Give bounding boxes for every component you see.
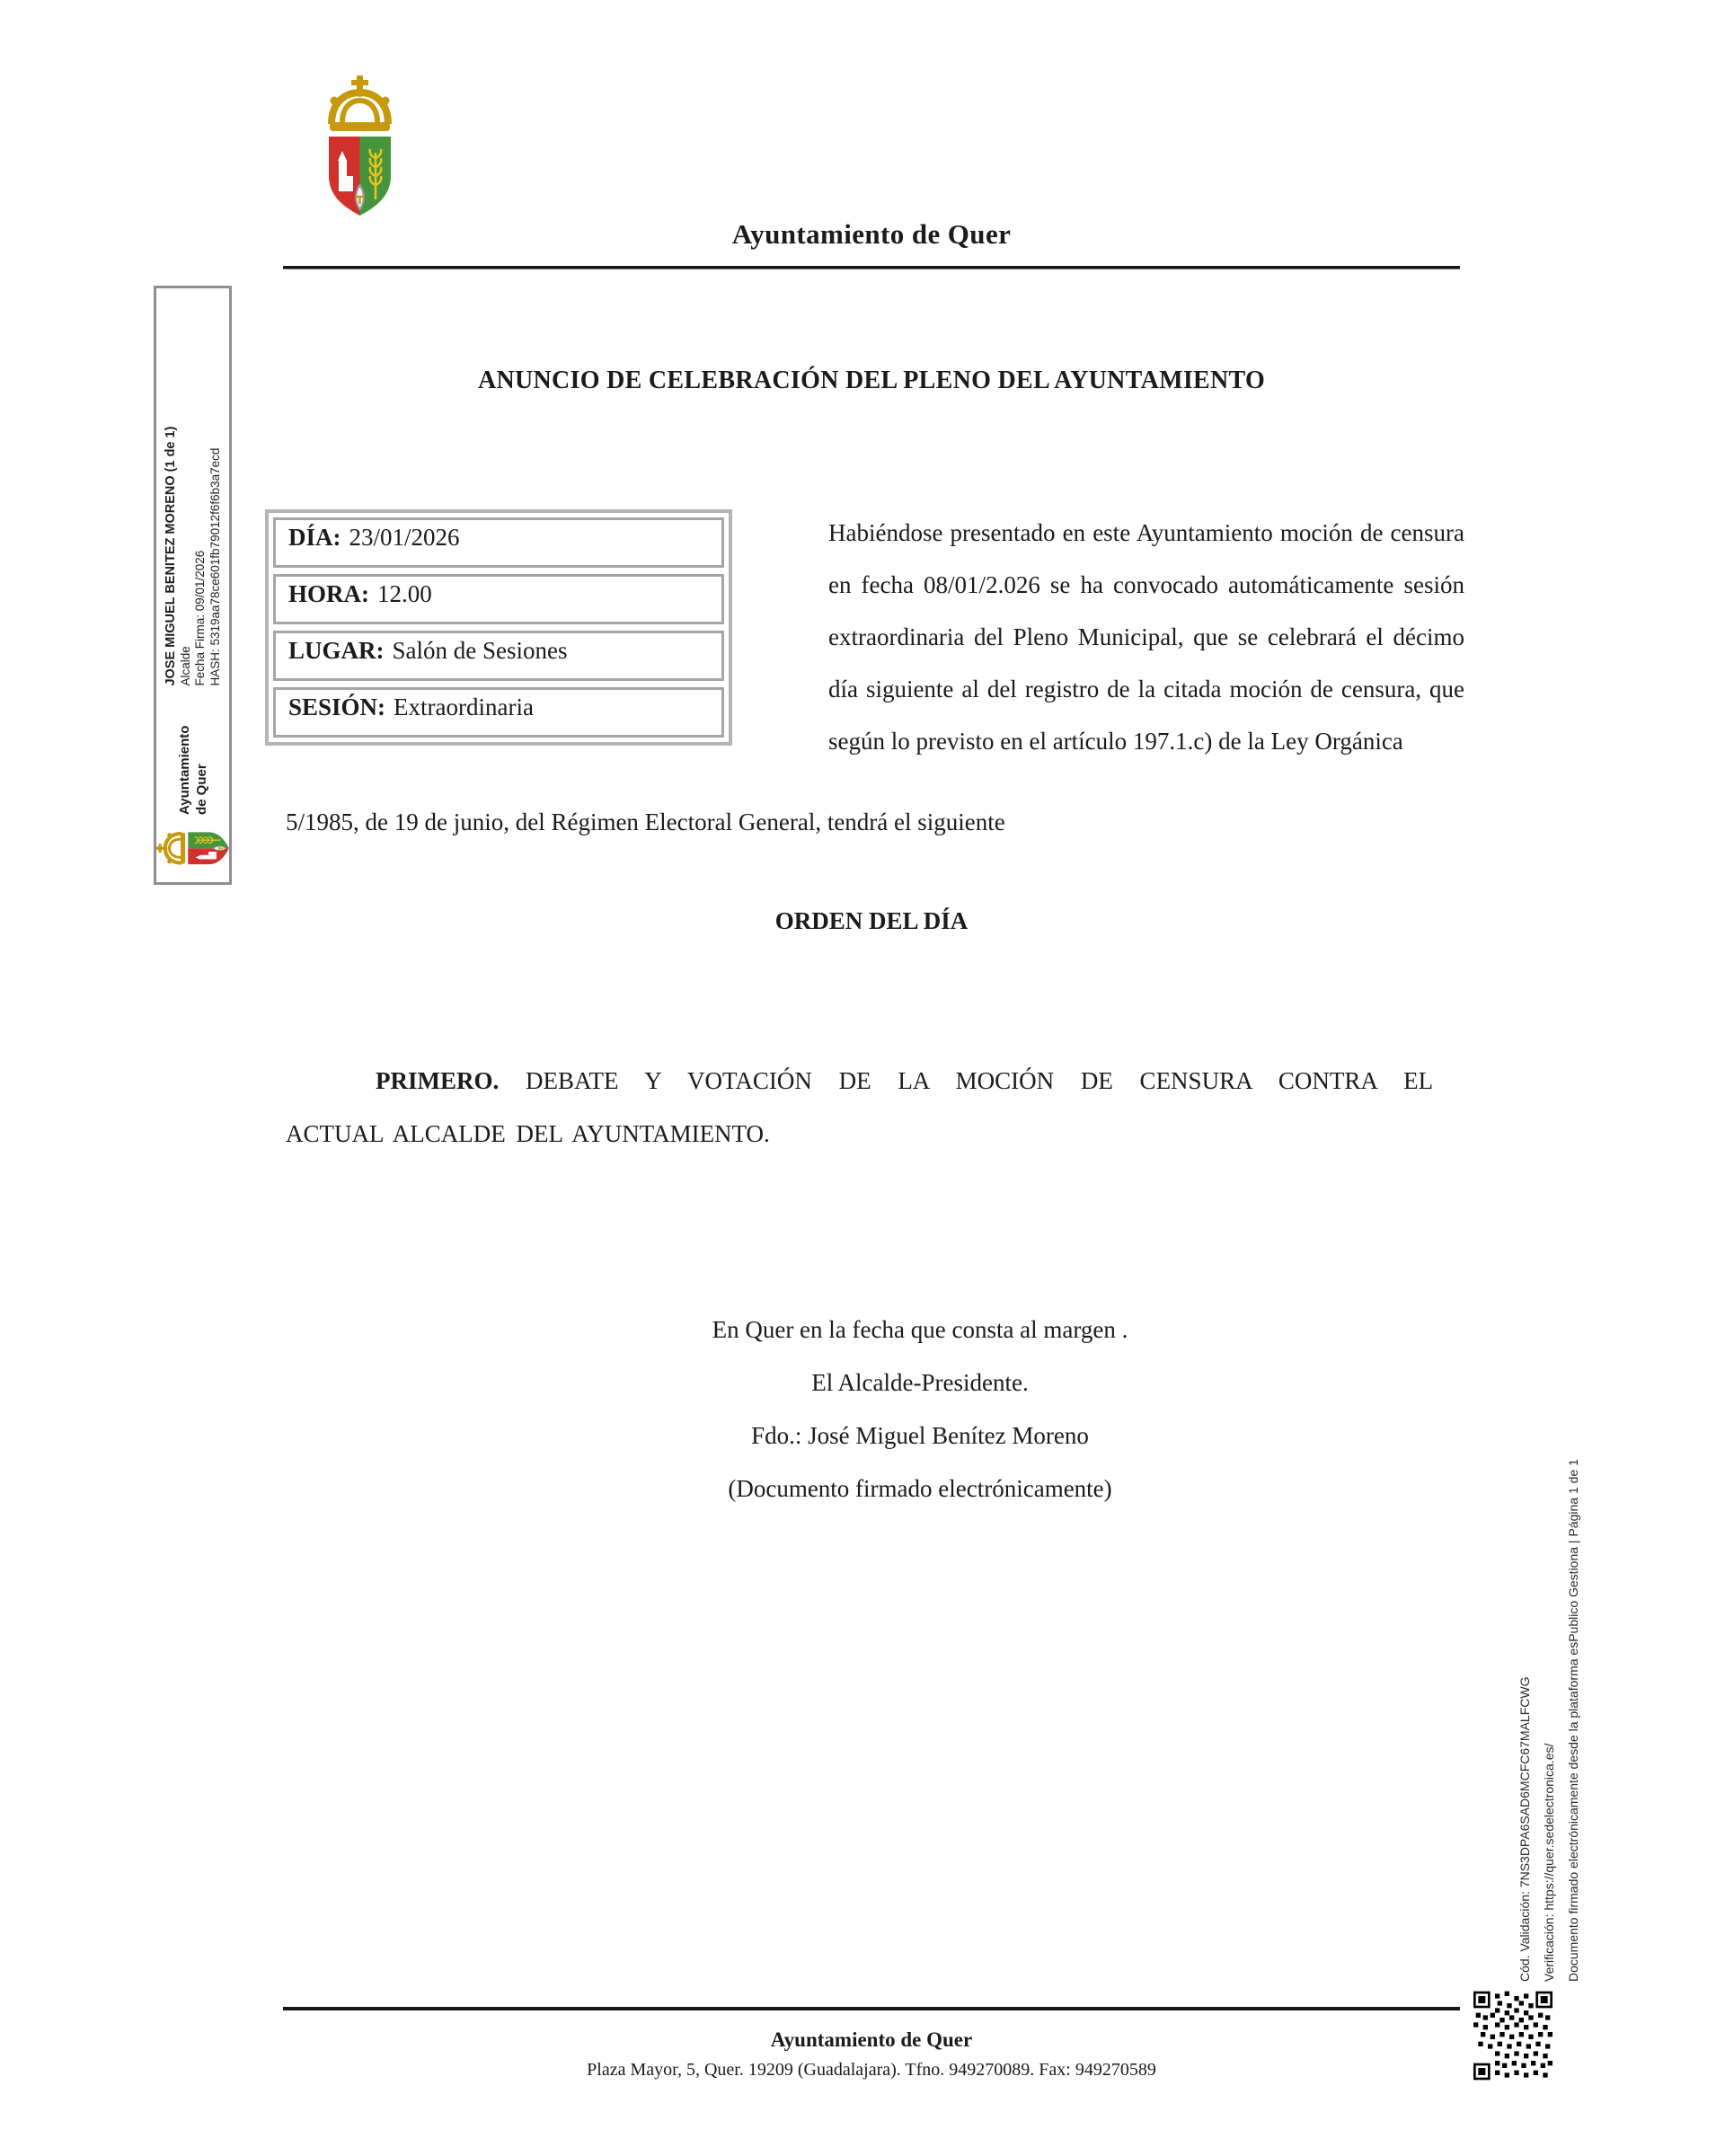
agenda-item-line2: ACTUAL ALCALDE DEL AYUNTAMIENTO.: [286, 1120, 770, 1147]
detail-label: LUGAR:: [288, 637, 385, 664]
footer-org-name: Ayuntamiento de Quer: [770, 2028, 973, 2051]
agenda-item-lead: PRIMERO.: [376, 1067, 500, 1094]
agenda-item-line1: [286, 1055, 1467, 1108]
agenda-item-text: DEBATE Y VOTACIÓN DE LA MOCIÓN DE CENSURA CONTRA EL: [526, 1067, 1434, 1094]
stamp-org-name: [176, 726, 210, 815]
header-org-title: Ayuntamiento de Quer: [731, 218, 1012, 250]
detail-value: 12.00: [377, 580, 432, 607]
detail-row-hora: [273, 574, 724, 624]
agenda-item-primero: [286, 1055, 1467, 1161]
closing-line-signer: Fdo.: José Miguel Benítez Moreno: [751, 1422, 1089, 1449]
detail-label: SESIÓN:: [288, 694, 386, 720]
detail-label: HORA:: [288, 580, 369, 607]
margin-stamp-verification-url: Verificación: https://quer.sedelectronica.es/: [1542, 1743, 1556, 1982]
detail-value: Salón de Sesiones: [392, 637, 568, 664]
detail-value: Extraordinaria: [394, 694, 534, 720]
detail-label: DÍA:: [288, 524, 341, 551]
footer-divider: [283, 2007, 1460, 2010]
verification-qr-code-icon: [1473, 1991, 1552, 2081]
detail-value: 23/01/2026: [349, 524, 460, 551]
stamp-signer-role: Alcalde: [178, 646, 192, 686]
footer-address: Plaza Mayor, 5, Quer. 19209 (Guadalajara). Tfno. 949270089. Fax: 949270589: [587, 2060, 1156, 2080]
stamp-signer-name: JOSE MIGUEL BENITEZ MORENO (1 de 1): [163, 426, 178, 686]
stamp-org-line1: Ayuntamiento: [176, 725, 192, 815]
stamp-hash: HASH: 5319aa78ce601fb79012f6f6b3a7ecd: [208, 447, 222, 686]
detail-row-lugar: [273, 631, 724, 681]
closing-line-electronic: (Documento firmado electrónicamente): [728, 1475, 1112, 1502]
margin-stamp-validation-code: Cód. Validación: 7NS3DPA6SAD6MCFC67MALFCWG: [1517, 1676, 1532, 1982]
stamp-sign-date: Fecha Firma: 09/01/2026: [193, 550, 208, 686]
closing-block: [327, 1303, 1513, 1515]
stamp-org-line2: de Quer: [193, 764, 209, 815]
signature-stamp-content: [155, 287, 230, 883]
margin-validation-stamp: [1513, 1342, 1586, 1982]
margin-stamp-platform-note: Documento firmado electrónicamente desde la plataforma esPublico Gestiona | Página 1 de 1: [1566, 1459, 1580, 1982]
session-details-table: [265, 509, 732, 746]
header-divider: [283, 266, 1460, 270]
stamp-signature-details: [163, 427, 224, 686]
stamp-coat-of-arms-icon: [156, 827, 230, 869]
closing-line-role: El Alcalde-Presidente.: [811, 1369, 1029, 1396]
document-title: ANUNCIO DE CELEBRACIÓN DEL PLENO DEL AYUNTAMIENTO: [477, 367, 1266, 394]
intro-continuation: 5/1985, de 19 de junio, del Régimen Electoral General, tendrá el siguiente: [286, 808, 1005, 835]
detail-row-dia: [273, 517, 724, 568]
closing-line-place: En Quer en la fecha que consta al margen .: [712, 1316, 1128, 1343]
intro-paragraph: Habiéndose presentado en este Ayuntamiento moción de censura en fecha 08/01/2.026 se ha convocado automáticamente sesión extraordinaria del Pleno Municipal, que se celebrará el décimo día siguiente al del registro de la citada moción de censura, que según lo previsto en el artículo 197.1.c) de la Ley Orgánica: [828, 519, 1464, 755]
detail-row-sesion: [273, 687, 724, 738]
agenda-heading: ORDEN DEL DÍA: [774, 907, 969, 934]
coat-of-arms-icon: [321, 75, 400, 217]
